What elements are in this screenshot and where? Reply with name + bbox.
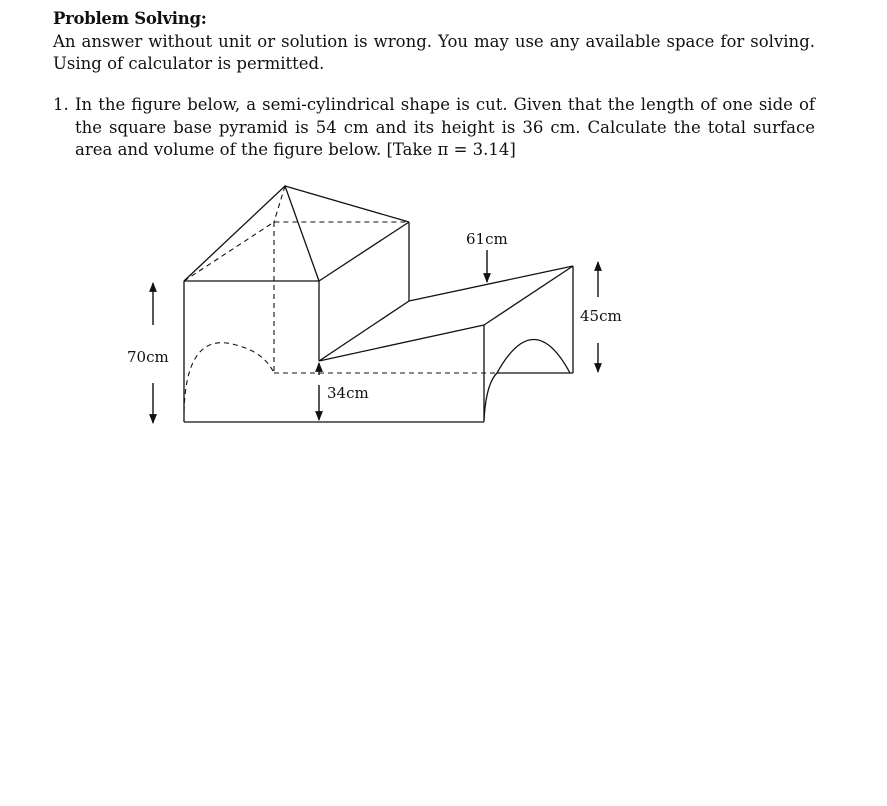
question-text: In the figure below, a semi-cylindrical shape is cut. Given that the length of one side of the square base pyramid is 54 cm and its height is 36 cm. Calculate the total surface area and volume of the figure below. [Take π = 3.14] <box>75 95 815 159</box>
solid-hidden-edges <box>184 186 497 412</box>
question-number: 1. <box>53 95 69 114</box>
cuboid-top-right-edge <box>319 222 409 281</box>
section-heading: Problem Solving: <box>53 9 207 28</box>
pyramid-front-edges <box>184 186 319 281</box>
front-semicircle-arc <box>484 373 497 420</box>
cuboid-front-edges <box>184 281 319 361</box>
pyramid-right-edge <box>285 186 409 222</box>
ramp-front-edge <box>319 325 484 361</box>
instructions-text: An answer without unit or solution is wrong. You may use any available space for solving. Using of calculator is permitted. <box>53 32 815 73</box>
label-70cm: 70cm <box>127 348 169 366</box>
label-34cm: 34cm <box>327 384 369 402</box>
hidden-pyramid-base <box>184 222 409 281</box>
ramp-back-edge <box>409 266 573 301</box>
label-45cm: 45cm <box>580 307 622 325</box>
label-61cm: 61cm <box>466 230 508 248</box>
dimension-arrows <box>153 250 598 423</box>
hidden-semicircle-arc <box>184 343 274 412</box>
back-semicircle-arc <box>497 340 570 374</box>
solid-visible-edges <box>184 186 573 422</box>
ramp-left-slope-edge <box>319 301 409 361</box>
